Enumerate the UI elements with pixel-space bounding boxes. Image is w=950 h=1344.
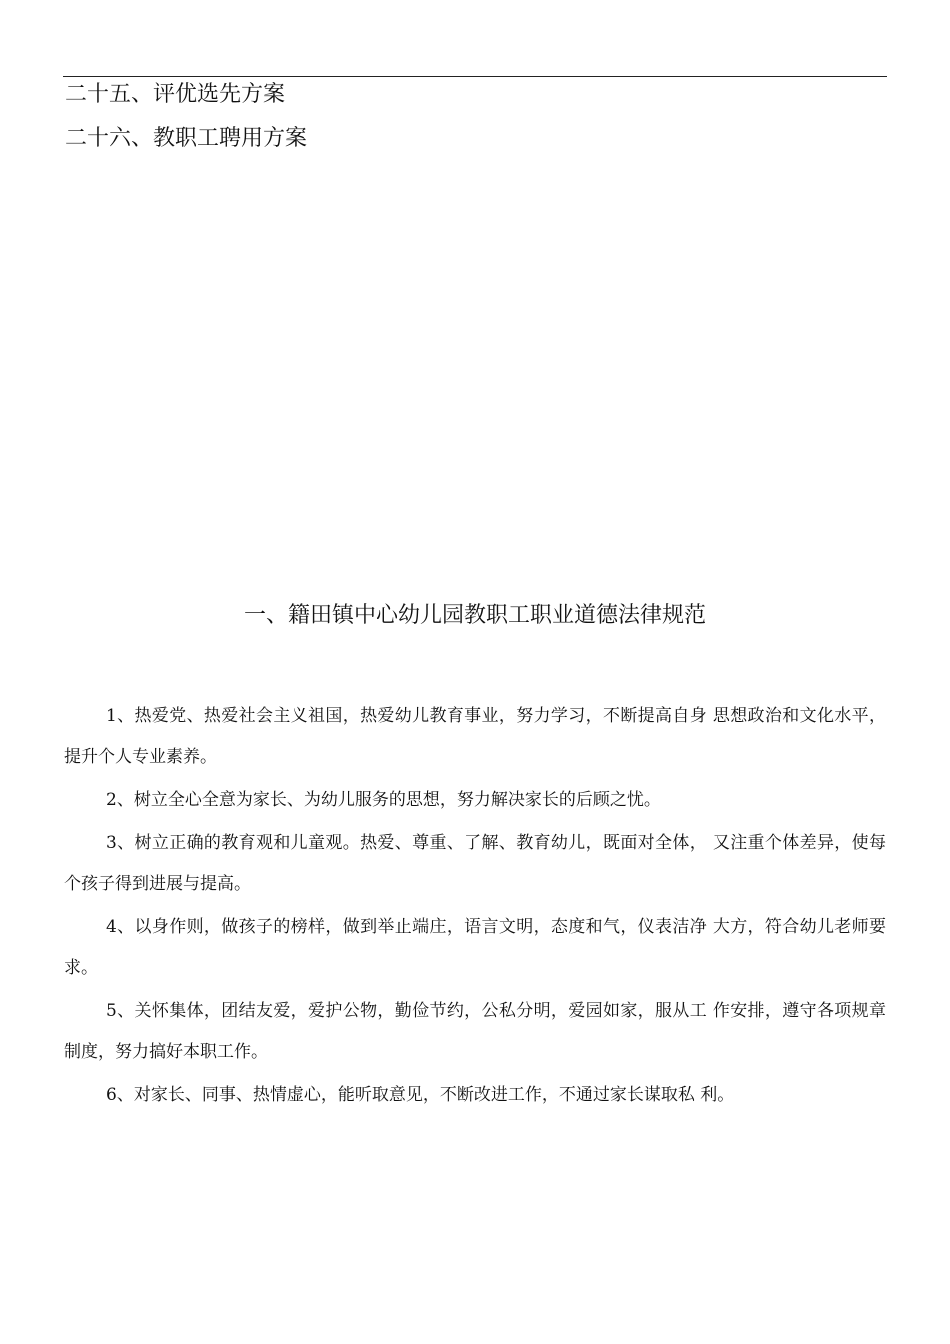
article-body (64, 696, 886, 1118)
paragraph-4: 4、以身作则，做孩子的榜样，做到举止端庄，语言文明，态度和气，仪表洁净 大方，符合幼儿老师要求。 (64, 917, 886, 978)
header-rule (63, 76, 887, 77)
toc-entry-26: 二十六、教职工聘用方案 (65, 126, 308, 151)
paragraph-3: 3、树立正确的教育观和儿童观。热爱、尊重、了解、教育幼儿，既面对全体， 又注重个体差异，使每个孩子得到进展与提高。 (64, 833, 886, 894)
toc-entry-25: 二十五、评优选先方案 (65, 82, 286, 107)
paragraph-6: 6、对家长、同事、热情虚心，能听取意见，不断改进工作，不通过家长谋取私 利。 (106, 1085, 735, 1105)
section-title: 一、籍田镇中心幼儿园教职工职业道德法律规范 (243, 603, 706, 628)
paragraph-2: 2、树立全心全意为家长、为幼儿服务的思想，努力解决家长的后顾之忧。 (106, 790, 661, 810)
paragraph-1: 1、热爱党、热爱社会主义祖国，热爱幼儿教育事业，努力学习，不断提高自身 思想政治和文化水平，提升个人专业素养。 (64, 706, 886, 767)
paragraph-5: 5、关怀集体，团结友爱，爱护公物，勤俭节约，公私分明，爱园如家，服从工 作安排，遵守各项规章制度，努力搞好本职工作。 (64, 1001, 886, 1062)
